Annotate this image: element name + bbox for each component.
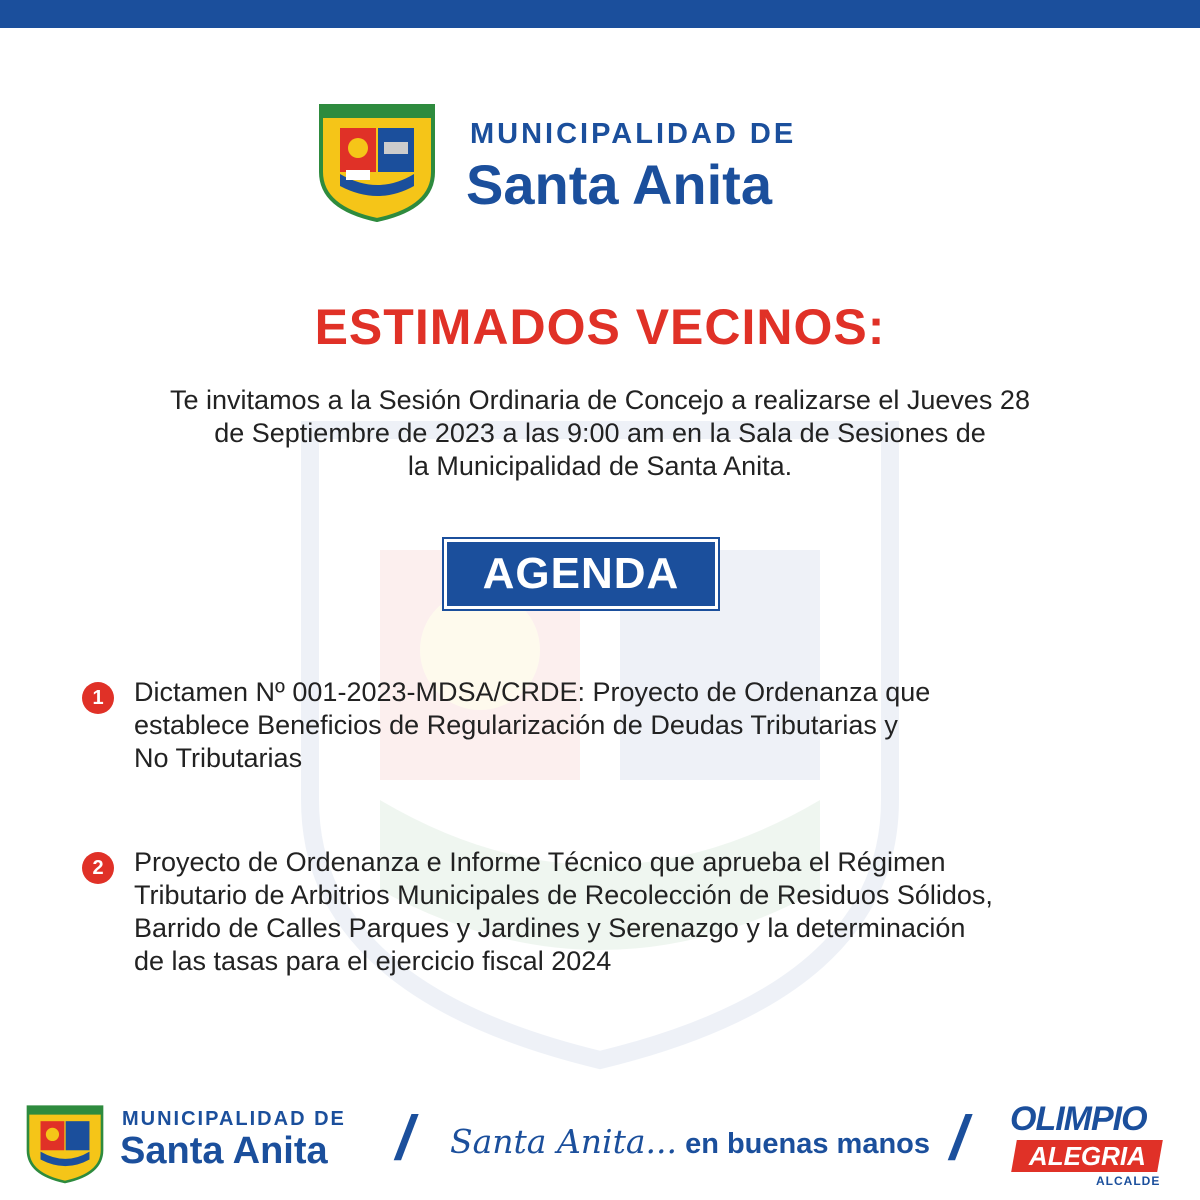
mayor-title: ALCALDE bbox=[1096, 1174, 1161, 1188]
agenda-item-line: Dictamen Nº 001-2023-MDSA/CRDE: Proyecto de Ordenanza que bbox=[134, 677, 931, 707]
mayor-first-name: OLIMPIO bbox=[1010, 1100, 1147, 1138]
footer-muni-label: MUNICIPALIDAD DE bbox=[122, 1108, 346, 1130]
agenda-label: AGENDA bbox=[482, 549, 680, 598]
agenda-item-line: No Tributarias bbox=[134, 743, 303, 773]
intro-line: Te invitamos a la Sesión Ordinaria de Concejo a realizarse el Jueves 28 bbox=[170, 385, 1030, 415]
agenda-item-number: 1 bbox=[82, 682, 114, 714]
slogan-rest: en buenas manos bbox=[677, 1128, 931, 1160]
agenda-item-number: 2 bbox=[82, 852, 114, 884]
agenda-item-line: Tributario de Arbitrios Municipales de Recolección de Residuos Sólidos, bbox=[134, 880, 993, 910]
agenda-item-line: Barrido de Calles Parques y Jardines y Serenazgo y la determinación bbox=[134, 913, 966, 943]
footer-muni-name: Santa Anita bbox=[120, 1130, 328, 1172]
agenda-item-text bbox=[134, 676, 1124, 775]
mayor-last-name-badge bbox=[1011, 1140, 1163, 1172]
footer-divider: / bbox=[396, 1104, 414, 1173]
agenda-item-line: establece Beneficios de Regularización de Deudas Tributarias y bbox=[134, 710, 898, 740]
agenda-banner bbox=[444, 539, 718, 609]
agenda-item-text bbox=[134, 846, 1124, 978]
header-muni-name: Santa Anita bbox=[466, 153, 772, 216]
footer-slogan bbox=[450, 1122, 930, 1161]
slogan-script: Santa Anita... bbox=[450, 1122, 678, 1161]
greeting-heading: ESTIMADOS VECINOS: bbox=[314, 299, 886, 355]
intro-line: de Septiembre de 2023 a las 9:00 am en la Sala de Sesiones de bbox=[214, 418, 986, 448]
agenda-item-line: Proyecto de Ordenanza e Informe Técnico que aprueba el Régimen bbox=[134, 847, 946, 877]
mayor-last-name: ALEGRIA bbox=[1028, 1140, 1146, 1171]
top-bar bbox=[0, 0, 1200, 28]
municipal-crest-icon bbox=[318, 100, 436, 222]
intro-line: la Municipalidad de Santa Anita. bbox=[407, 451, 793, 481]
footer bbox=[0, 1090, 1200, 1200]
agenda-item-line: de las tasas para el ejercicio fiscal 2024 bbox=[134, 946, 612, 976]
header-logo bbox=[318, 100, 878, 230]
header-muni-label: MUNICIPALIDAD DE bbox=[470, 118, 797, 150]
municipal-crest-icon bbox=[26, 1102, 104, 1184]
footer-divider: / bbox=[950, 1104, 968, 1173]
intro-paragraph bbox=[60, 384, 1140, 483]
